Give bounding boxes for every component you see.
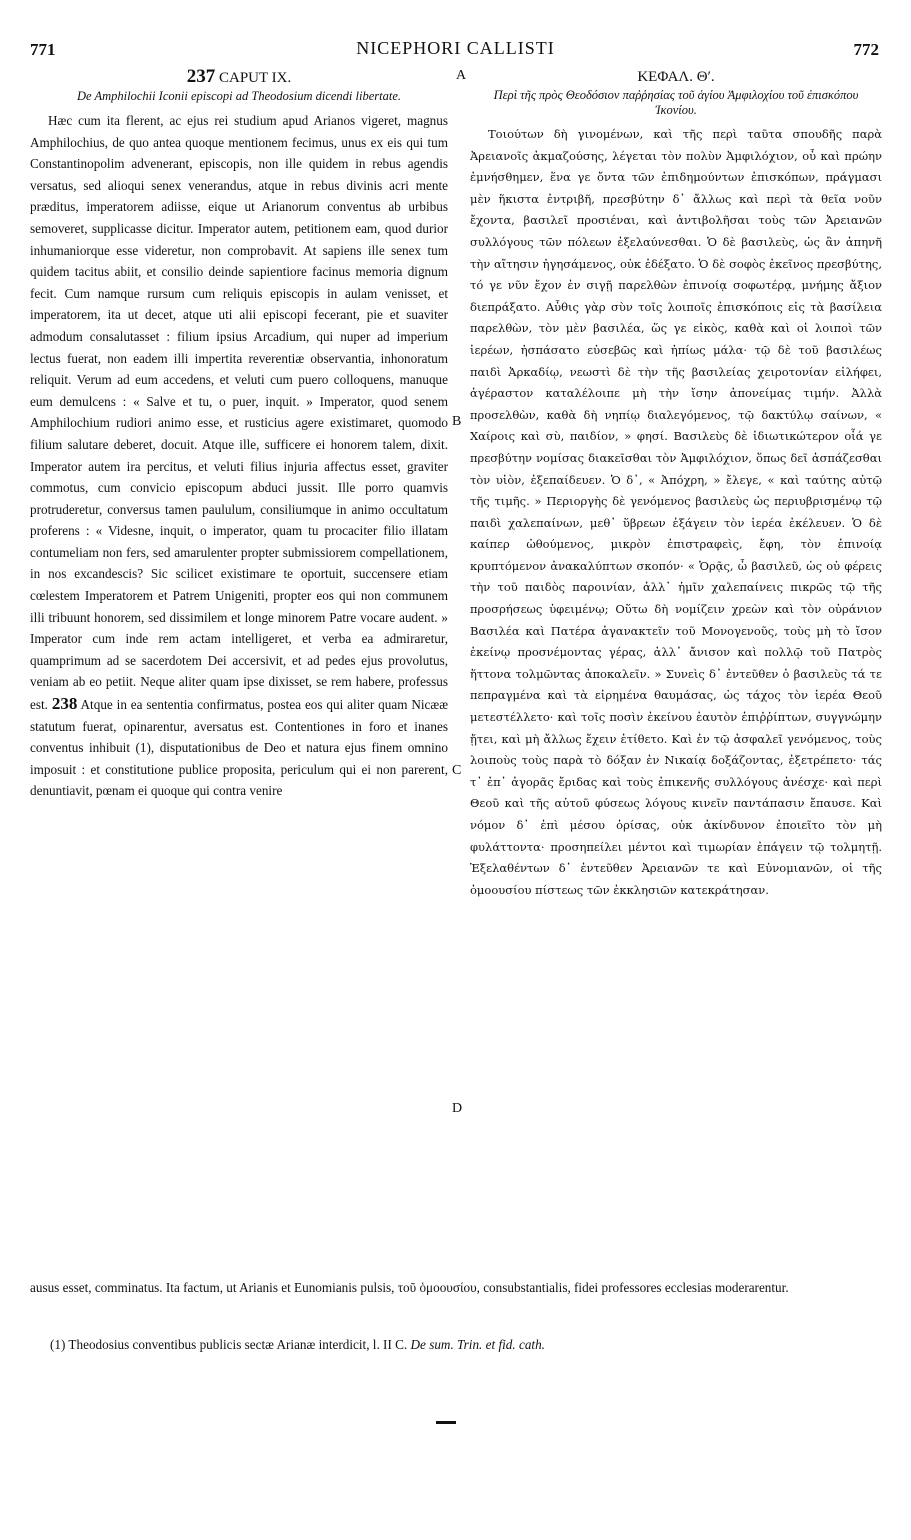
margin-letter-d: D (452, 1101, 463, 1116)
greek-chapter-heading: ΚΕΦΑΛ. Θʹ. (637, 69, 715, 85)
latin-chapter-subtitle: De Amphilochii Iconii episcopi ad Theodosium dicendi libertate. (76, 89, 402, 103)
page-number-left: 771 (30, 40, 56, 59)
greek-column (470, 68, 882, 901)
greek-body: Τοιούτων δὴ γινομένων, καὶ τῆς περὶ ταῦτα σπουδῆς παρὰ Ἀρειανοῖς ἀκμαζούσης, λέγεται τὸν πολὺν Ἀμφιλόχιον, οὗ καὶ πρώην ἐμνήσθημεν, ἕνα γε ὄντα τῶν ἐπιδημούντων ἐπισκόπων, πράγμασι μὲν ἥκιστα ἐντριβῆ, πρεσβύτην δ᾽ ἄλλως καὶ περὶ τὰ θεῖα νοῦν ἔχοντα, βασιλεῖ προσιέναι, καὶ ἀντιβολῆσαι τοὺς τῶν Ἀρειανῶν συλλόγους τῶν πόλεων ἐξελαύνεσθαι. Ὁ δὲ βασιλεὺς, ὡς ἂν ἀπηνῆ τὴν αἴτησιν ἡγησάμενος, οὐκ ἐδέξατο. Ὁ δὲ σοφὸς ἐκεῖνος πρεσβύτης, τό γε νῦν ἔχον ἐν σιγῇ παρελθὼν ἐπινοίᾳ σοφωτέρᾳ, μνήμης ἄξιον διεπράξατο. Αὖθις γὰρ σὺν τοῖς λοιποῖς ἐπισκόποις εἰς τὰ βασίλεια παρελθὼν, τὸν μὲν βασιλέα, ὥς γε εἰκὸς, καθὰ καὶ οἱ λοιποὶ τῶν ἱερέων, ἠσπάσατο εὐσεβῶς καὶ ἠπίως μάλα· τῷ δὲ τοῦ βασιλέως παιδὶ Ἀρκαδίῳ, νεωστὶ δὲ τὴν τῆς βασιλείας χειροτονίαν εἰλήφει, ἀγέραστον καταλέλοιπε μὴ τὴν ἴσην ἀπονείμας τιμήν. Ἀλλὰ προσελθὼν, καθὰ δὴ νηπίῳ διαλεγόμενος, τῷ δακτύλῳ σαίνων, « Χαίροις καὶ σὺ, παιδίον, » φησί. Βασιλεὺς δὲ ἰδιωτικώτερον οἷά γε πρεσβύτην νομίσας διακεῖσθαι τὸν Ἀμφιλόχιον, ὅπως δεῖ ἀσπάζεσθαι τὸν υἱὸν, ἐξεπαίδευεν. Ὁ δ᾽, « Ἀπόχρη, » ἔλεγε, « καὶ ταύτης αὐτῷ τῆς τιμῆς. » Περιοργὴς δὲ γενόμενος βασιλεὺς ὡς περιυβρισμένῳ τῷ παιδὶ χαλεπαίνων, μεθ᾽ ὕβρεων ἐξάγειν τὸν ἱερέα ἐκέλευεν. Ὁ δὲ καίπερ ὠθούμενος, μικρὸν ἐπιστραφεὶς, ἔφη, τὸν ἐπινοίᾳ κρυπτόμενον ἀνακαλύπτων σκοπόν· « Ὁρᾷς, ὦ βασιλεῦ, ὡς οὐ φέρεις τὴν τοῦ παιδὸς παροινίαν, ἀλλ᾽ ἡμῖν χαλεπαίνεις πικρῶς τῷ τῆς προσρήσεως ὑφειμένῳ; Οὕτω δὴ νομίζειν χρεὼν καὶ τὸν οὐράνιον Βασιλέα καὶ Πατέρα ἀγανακτεῖν τοῦ Μονογενοῦς, τοὺς μὴ τὸ ἴσον ἐκείνῳ προσνέμοντας γέρας, ἀλλ᾽ ἄνισον καὶ πολλῷ τοῦ Πατρὸς ἥττονα τολμῶντας ἀποκαλεῖν. » Συνεὶς δ᾽ ἐντεῦθεν ὁ βασιλεὺς τά τε πεπραγμένα καὶ τὰ εἰρημένα θαυμάσας, ὡς τάχος τὸν ἱερέα Θεοῦ μετεστέλλετο· καὶ τοῖς ποσὶν ἐκείνου ἑαυτὸν ἐπιῤῥίπτων, συγγνώμην ᾔτει, καὶ μὴ ἄλλως ἔχειν ἐτίθετο. Καὶ ἐν τῷ ἀσφαλεῖ γενόμενος, τοὺς λοιποὺς τοὺς παρὰ τὸ δόξαν ἐν Νικαίᾳ δοξάζοντας, ἐξετρέπετο· τάς τ᾽ ἐπ᾽ ἀγορᾶς ἔριδας καὶ τοὺς ἐπικενῆς συλλόγους ἀνέσχε· καὶ περὶ Θεοῦ καὶ τῆς αὐτοῦ φύσεως λόγους κινεῖν παντάπασιν ἔπαυσε. Καὶ νόμον δ᾽ ἐπὶ μέσου ὁρίσας, οὐκ ἀκίνδυνον ἐποιεῖτο τὸν μὴ φυλάττοντα· προσηπείλει μέντοι καὶ τιμωρίαν ἐπάγειν τῷ τολμητῇ. Ἐξελαθέντων δ᾽ ἐντεῦθεν Ἀρειανῶν τε καὶ Εὐνομιανῶν, οἱ τῆς ὁμοουσίου πίστεως τῶν ἐκκλησιῶν κατεκράτησαν. (470, 127, 882, 897)
latin-chapter-heading (30, 68, 448, 87)
footnote-text: (1) Theodosius conventibus publicis sectæ Arianæ interdicit, l. II C. (50, 1337, 408, 1352)
chapter-label: CAPUT IX. (219, 70, 292, 86)
section-number: 237 (186, 66, 216, 87)
page-number-right: 772 (853, 40, 879, 59)
latin-body (30, 110, 448, 802)
latin-text-part-2: Atque in ea sententia confirmatus, postea eos qui aliter quam Nicææ statutum fuerat, opinarentur, aversatus est. Contentiones in foro et inanes conventus inhibuit (1), disputationibus de Deo et natura ejus finem omnino imposuit : et constitutione publice proposita, periculum qui ei non parerent, denuntiavit, pœnam ei quoque qui contra venire (30, 697, 448, 799)
latin-column (30, 68, 448, 802)
latin-text-part-1: Hæc cum ita flerent, ac ejus rei studium apud Arianos vigeret, magnus Amphilochius, de quo antea quoque mentionem fecimus, unus ex eis qui tum Constantinopolim advenerant, episcopis, non ille quidem in rebus agendis versatus, sed alioqui senex venerandus, atque in rebus divinis acri mente præditus, imperatorem adiisse, eique ut Arianorum conventus ab urbibus semoveret, supplicasse dicitur. Imperator autem, petitionem eam, quod durior inhumaniorque esse videretur, non comprobavit. At sapiens ille senex tum quidem tacitus abiit, et consilio deinde sapientiore facinus memoria dignum fecit. Cum namque rursum cum reliquis episcopis in aulam venisset, et imperatorem, ita ut decet, atque uti alii episcopi fecerant, pie et suaviter admodum consalutasset : filium ipsius Arcadium, qui nuper ad imperium lectus fuerat, non eadem illi impertita reverentiæ observantia, inhonoratum reliquit. Verum ad eum accedens, et veluti cum puero colloquens, manuque eum demulcens : « Salve et tu, o puer, inquit. » Imperator, quod senem Amphilochium rudiori animo esse, et rusticius agere existimaret, quomodo filium salutare deberet, docuit. Atque ille, sufficere ei honorem talem, dixit. Imperator autem ira percitus, et veluti filius injuria affectus esset, graviter commotus, cum convicio episcopum abduci jussit. Ille porro quamvis protruderetur, conversus tamen paululum, consiliumque in animo occultatum proferens : « Videsne, inquit, o imperator, quam tu procaciter filio illatam contumeliam non fers, sed amarulenter propter submissiorem compellationem, in nos excandescis? Sic scilicet existimare te oportuit, succensere etiam cœlestem Imperatorem et Patrem Unigeniti, propter eos qui non communem illi tribuunt honorem, sed dissimilem et longe minorem Patre vocare audent. » Imperator cum inde rem actam intelligeret, et verba ea admiraretur, quamprimum ad se sacerdotem Dei accersivit, et ad pedes ejus provolutus, veniam ab eo petiit. Neque aliter quam ipse dixisset, se rem habere, professus est. (30, 113, 448, 713)
greek-chapter-subtitle: Περὶ τῆς πρὸς Θεοδόσιον παῤῥησίας τοῦ ἁγίου Ἀμφιλοχίου τοῦ ἐπισκόπου Ἰκονίου. (493, 88, 859, 117)
margin-letter-b: B (452, 414, 462, 429)
margin-letter-c: C (452, 763, 462, 778)
margin-letter-a: A (456, 68, 467, 83)
end-rule (436, 1421, 456, 1424)
running-head: NICEPHORI CALLISTI (356, 38, 555, 58)
footnote (50, 1336, 870, 1354)
section-number-inline: 238 (51, 694, 78, 714)
latin-tail-text: ausus esset, comminatus. Ita factum, ut Arianis et Eunomianis pulsis, τοῦ ὁμοουσίου, consubstantialis, fidei professores ecclesias moderarentur. (30, 1280, 789, 1295)
footnote-source: De sum. Trin. et fid. cath. (410, 1337, 545, 1352)
